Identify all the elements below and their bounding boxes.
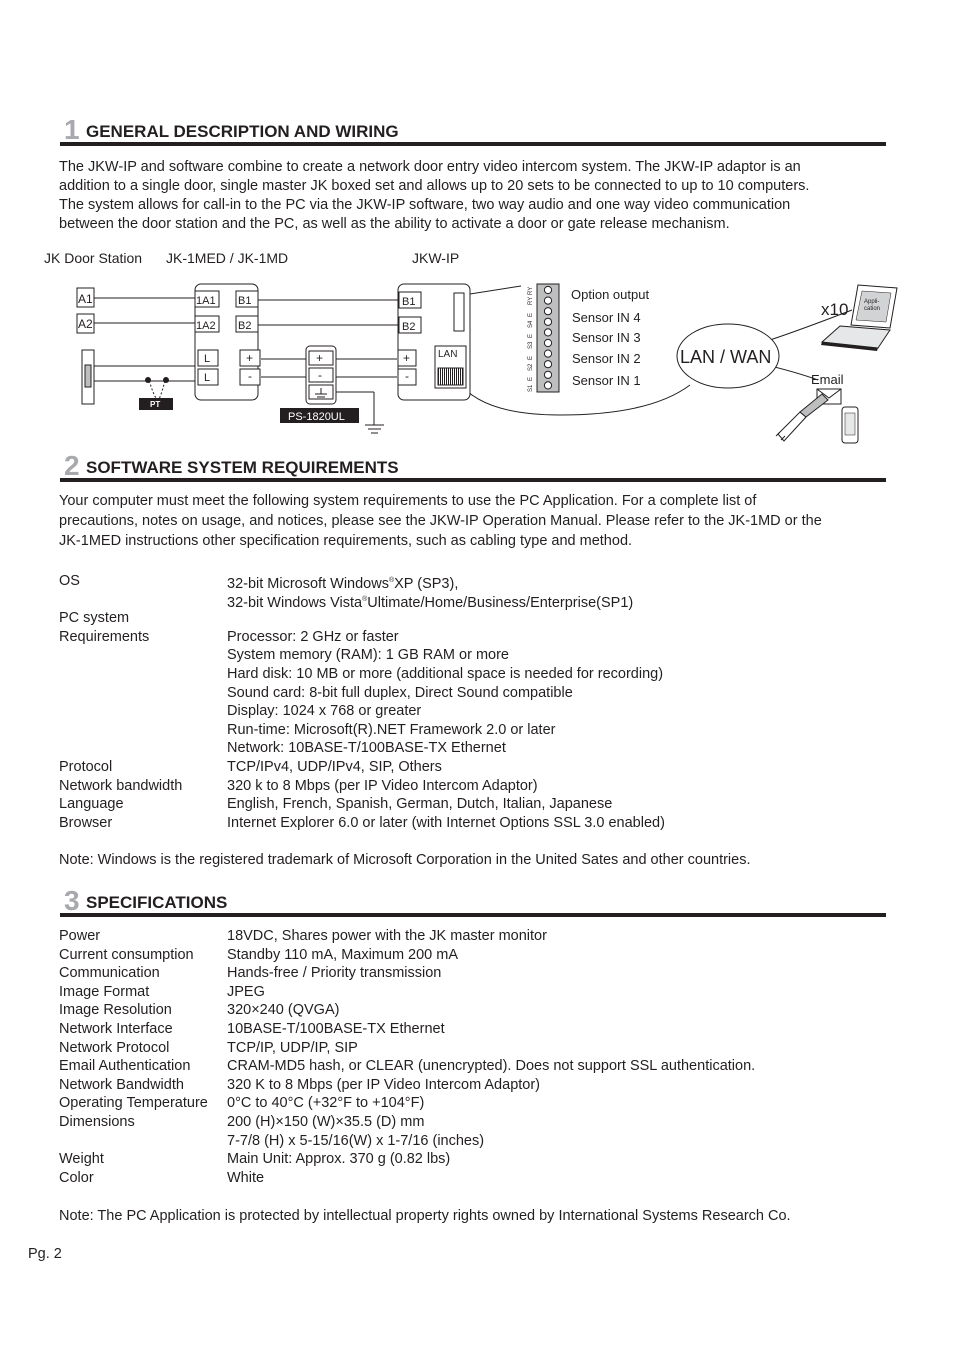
sensor-label: Sensor IN 3 [572,330,641,345]
section-2-paragraph [59,491,822,551]
adaptor-slot [454,293,464,331]
section-2-header [60,448,886,482]
strip-label: RY [528,286,534,295]
section-3-title: SPECIFICATIONS [86,893,228,912]
pt-switch-terminal [145,377,151,383]
spec-value: TCP/IP, UDP/IP, SIP [227,1039,358,1056]
spec-value: 18VDC, Shares power with the JK master monitor [227,928,547,944]
spec-label: Network Bandwidth [59,1076,184,1093]
option-output-label: Option output [571,287,650,302]
terminal-screw [544,350,551,357]
section-2-title: SOFTWARE SYSTEM REQUIREMENTS [86,458,399,477]
os-line-1-text: XP (SP3), [394,576,459,592]
section-1-header [60,112,886,146]
terminal-screw [544,361,551,368]
spec-label: Operating Temperature [59,1095,208,1112]
section-1-paragraph [59,158,809,234]
terminal-l1-label: L [204,353,211,365]
spec-value: Display: 1024 x 768 or greater [227,703,422,720]
ip-rights-note: Note: The PC Application is protected by intellectual property rights owned by International Systems Research Co. [59,1208,791,1224]
paragraph-line: The JKW-IP and software combine to create a network door entry video intercom system. The JKW-IP adaptor is an [59,159,801,175]
strip-label: E [528,312,534,317]
terminal-screw [544,382,551,389]
spec-value: Main Unit: Approx. 370 g (0.82 lbs) [227,1151,451,1168]
terminal-strip-labels [528,287,534,392]
paragraph-line: between the door station and the PC, as well as the ability to activate a door or gate release mechanism. [59,216,730,232]
terminal-b1-label: B1 [238,295,252,307]
strip-label: RY [528,296,534,305]
spec-value: Sound card: 8-bit full duplex, Direct Sound compatible [227,684,573,701]
spec-value: Internet Explorer 6.0 or later (with Internet Options SSL 3.0 enabled) [227,814,665,831]
spec-value: Processor: 2 GHz or faster [227,628,399,645]
os-line-2-text: 32-bit Windows Vista [227,594,363,611]
terminal-b2-label: B2 [238,320,252,332]
strip-label: E [528,355,534,360]
spec-label: Image Format [59,983,150,1000]
paragraph-line: addition to a single door, single master JK boxed set and allows up to 20 sets to be connected to up to 10 computers. [59,178,810,194]
label-door-station: JK Door Station [44,250,143,266]
spec-value: Network: 10BASE-T/100BASE-TX Ethernet [227,740,506,757]
registered-mark: ® [388,577,395,584]
spec-value: Run-time: Microsoft(R).NET Framework 2.0 or later [227,721,556,738]
spec-value: White [227,1169,265,1186]
terminal-1a2-label: 1A2 [196,320,216,332]
spec-value: CRAM-MD5 hash, or CLEAR (unencrypted). Does not support SSL authentication. [227,1058,756,1075]
spec-label: Color [59,1169,94,1186]
flip-phone-icon [776,394,828,441]
trademark-note: Note: Windows is the registered trademark of Microsoft Corporation in the United Sates and other countries. [59,852,751,868]
spec-label: Language [59,796,124,813]
laptop-screen-text: Appli- [864,299,880,305]
strip-label: E [528,376,534,381]
strip-label: S1 [528,384,534,392]
adaptor-plus-label: + [403,351,411,365]
spec-value: 200 (H)×150 (W)×35.5 (D) mm [227,1113,425,1130]
os-line-2-text: Ultimate/Home/Business/Enterprise(SP1) [367,594,634,611]
spec-value: Hard disk: 10 MB or more (additional space is needed for recording) [227,665,664,682]
spec-value: 7-7/8 (H) x 5-15/16(W) x 1-7/16 (inches) [227,1132,485,1149]
terminal-a1-label: A1 [78,292,93,306]
spec-label: Network Protocol [59,1039,170,1056]
spec-label: Dimensions [59,1113,135,1130]
terminal-screw [544,308,551,315]
paragraph-line: Your computer must meet the following system requirements to use the PC Application. For a complete list of [59,493,757,509]
sensor-label: Sensor IN 4 [572,310,641,325]
terminal-screw [544,318,551,325]
spec-value: Hands-free / Priority transmission [227,965,442,982]
terminal-a2-label: A2 [78,317,93,331]
door-lock-bolt [85,365,91,387]
terminal-screw [544,329,551,336]
section-3-header [60,883,886,917]
multiplier-label: x10 [821,300,849,319]
terminal-l2-label: L [204,372,211,384]
spec-label: PC system [59,610,130,627]
spec-label: Communication [59,965,160,982]
strip-label: E [528,333,534,338]
spec-value: 0°C to 40°C (+32°F to +104°F) [227,1095,425,1112]
power-supply-label: PS-1820UL [288,411,345,423]
spec-label: Current consumption [59,946,194,963]
spec-value: JPEG [227,983,265,1000]
label-master-monitor: JK-1MED / JK-1MD [166,250,289,266]
adaptor-b2-label: B2 [402,321,416,333]
spec-value [227,591,633,613]
spec-value: TCP/IPv4, UDP/IPv4, SIP, Others [227,758,442,775]
terminal-minus-label: - [248,369,252,383]
spec-label: Image Resolution [59,1002,172,1019]
sensor-label: Sensor IN 2 [572,351,641,366]
paragraph-line: JK-1MED instructions other specification requirements, such as cabling type and method. [59,533,633,549]
terminal-screw [544,286,551,293]
spec-value: Standby 110 mA, Maximum 200 mA [227,946,459,963]
pt-switch-terminal [163,377,169,383]
paragraph-line: The system allows for call-in to the PC via the JKW-IP software, two way audio and one way video communication [59,197,791,213]
paragraph-line: precautions, notes on usage, and notices, please see the JKW-IP Operation Manual. Please refer to the JK-1MD or the [59,513,822,529]
strip-label: S3 [528,341,534,349]
spec-value: 320×240 (QVGA) [227,1002,340,1019]
os-line-1-text: 32-bit Microsoft Windows [227,576,389,592]
spec-value: English, French, Spanish, German, Dutch, Italian, Japanese [227,796,613,813]
terminal-screw [544,339,551,346]
strip-label: S4 [528,320,534,328]
terminal-screw [544,297,551,304]
pt-label: PT [150,400,161,409]
section-3-number: 3 [64,885,80,916]
wiring-diagram [0,240,954,455]
terminal-1a1-label: 1A1 [196,295,216,307]
lan-wan-label: LAN / WAN [680,347,772,367]
spec-label: Network Interface [59,1020,173,1037]
section-1-number: 1 [64,114,80,145]
registered-mark: ® [362,595,368,603]
laptop-screen-text: cation [864,306,881,312]
page-number: Pg. 2 [28,1246,62,1262]
lan-jack-icon [438,368,463,385]
spec-label: Browser [59,814,113,831]
terminal-plus-label: + [246,351,254,365]
adaptor-minus-label: - [405,369,409,383]
ps-minus-label: - [318,368,322,382]
spec-value: 320 k to 8 Mbps (per IP Video Intercom Adaptor) [227,777,538,794]
section-1-title: GENERAL DESCRIPTION AND WIRING [86,122,399,141]
adaptor-b1-label: B1 [402,296,416,308]
spec-label: Power [59,928,101,944]
spec-value: 10BASE-T/100BASE-TX Ethernet [227,1020,445,1037]
smartphone-icon [842,407,858,443]
label-adaptor: JKW-IP [412,250,460,266]
terminal-screw [544,371,551,378]
email-label: Email [811,372,844,387]
sensor-label: Sensor IN 1 [572,373,641,388]
spec-label: Email Authentication [59,1058,191,1075]
spec-label: Weight [59,1151,104,1168]
strip-label: S2 [528,363,534,371]
lan-port-label: LAN [438,349,458,360]
section-2-number: 2 [64,450,80,481]
spec-label: Requirements [59,628,150,645]
spec-label: Network bandwidth [59,777,183,794]
spec-label: Protocol [59,758,113,775]
spec-value: 320 K to 8 Mbps (per IP Video Intercom Adaptor) [227,1076,541,1093]
spec-label: OS [59,573,80,589]
spec-value: System memory (RAM): 1 GB RAM or more [227,647,509,664]
ps-plus-label: + [316,351,324,365]
